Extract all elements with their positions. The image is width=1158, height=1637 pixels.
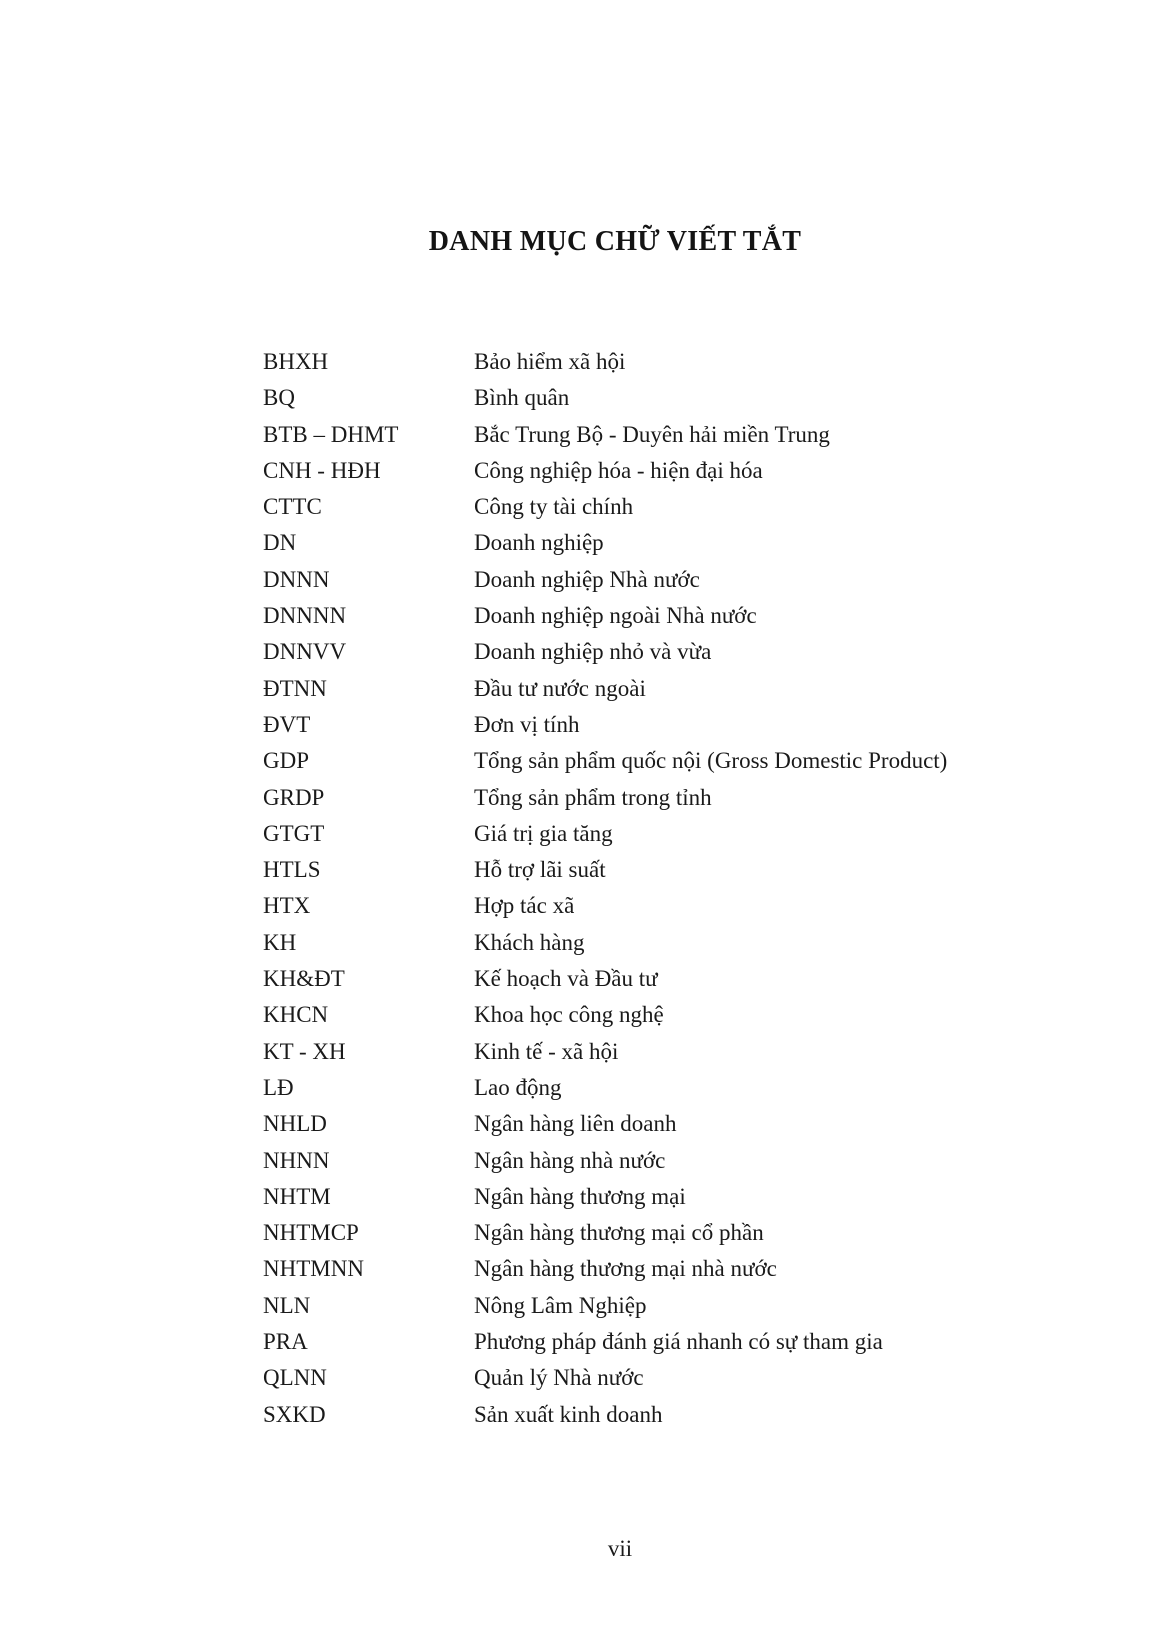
abbreviation-row xyxy=(263,1251,1083,1287)
abbreviation-row xyxy=(263,961,1083,997)
abbreviation-meaning: Khách hàng xyxy=(474,929,585,955)
abbreviation-row xyxy=(263,525,1083,561)
abbreviation-code: ĐTNN xyxy=(263,675,327,701)
abbreviation-row xyxy=(263,925,1083,961)
abbreviation-code: GTGT xyxy=(263,820,325,846)
abbreviation-meaning: Hỗ trợ lãi suất xyxy=(474,857,606,883)
abbreviation-code: HTLS xyxy=(263,857,321,883)
abbreviation-meaning: Doanh nghiệp nhỏ và vừa xyxy=(474,639,712,665)
abbreviation-code: QLNN xyxy=(263,1365,327,1391)
abbreviation-row xyxy=(263,888,1083,924)
abbreviation-meaning: Hợp tác xã xyxy=(474,893,575,919)
abbreviation-meaning: Bắc Trung Bộ - Duyên hải miền Trung xyxy=(474,421,830,447)
abbreviation-row xyxy=(263,344,1083,380)
abbreviation-row xyxy=(263,997,1083,1033)
abbreviation-code: LĐ xyxy=(263,1074,294,1100)
abbreviation-row xyxy=(263,598,1083,634)
abbreviation-meaning: Công ty tài chính xyxy=(474,494,634,520)
abbreviation-code: BTB – DHMT xyxy=(263,421,399,447)
abbreviation-meaning: Ngân hàng thương mại nhà nước xyxy=(474,1256,777,1282)
abbreviation-code: BHXH xyxy=(263,349,329,374)
abbreviation-row xyxy=(263,1179,1083,1215)
abbreviation-code: NHNN xyxy=(263,1147,330,1173)
abbreviation-code: NHTMNN xyxy=(263,1256,364,1282)
abbreviation-row xyxy=(263,380,1083,416)
abbreviation-row xyxy=(263,1397,1083,1433)
abbreviation-meaning: Nông Lâm Nghiệp xyxy=(474,1292,647,1318)
abbreviation-row xyxy=(263,671,1083,707)
abbreviation-code: GRDP xyxy=(263,784,325,810)
abbreviation-meaning: Ngân hàng nhà nước xyxy=(474,1147,666,1173)
abbreviation-row xyxy=(263,1360,1083,1396)
abbreviation-meaning: Tổng sản phẩm trong tỉnh xyxy=(474,784,712,810)
abbreviation-code: DNNNN xyxy=(263,603,347,629)
abbreviation-list xyxy=(263,344,1083,1433)
abbreviation-code: KT - XH xyxy=(263,1038,346,1064)
abbreviation-row xyxy=(263,1288,1083,1324)
abbreviation-code: KH&ĐT xyxy=(263,966,345,992)
abbreviation-row xyxy=(263,562,1083,598)
abbreviation-meaning: Doanh nghiệp Nhà nước xyxy=(474,566,700,592)
abbreviation-meaning: Doanh nghiệp ngoài Nhà nước xyxy=(474,603,757,629)
abbreviation-row xyxy=(263,634,1083,670)
abbreviation-meaning: Sản xuất kinh doanh xyxy=(474,1401,663,1427)
abbreviation-meaning: Kế hoạch và Đầu tư xyxy=(474,966,658,992)
abbreviation-code: NHLD xyxy=(263,1111,327,1137)
abbreviation-row xyxy=(263,743,1083,779)
abbreviation-row xyxy=(263,1215,1083,1251)
abbreviation-code: NHTM xyxy=(263,1183,331,1209)
abbreviation-meaning: Công nghiệp hóa - hiện đại hóa xyxy=(474,457,763,483)
abbreviation-row xyxy=(263,816,1083,852)
abbreviation-meaning: Khoa học công nghệ xyxy=(474,1002,664,1028)
abbreviation-row xyxy=(263,780,1083,816)
abbreviation-row xyxy=(263,489,1083,525)
abbreviation-row xyxy=(263,1143,1083,1179)
abbreviation-meaning: Phương pháp đánh giá nhanh có sự tham gia xyxy=(474,1329,883,1355)
page-title: DANH MỤC CHỮ VIẾT TẮT xyxy=(428,226,802,257)
abbreviation-row xyxy=(263,1034,1083,1070)
abbreviation-meaning: Doanh nghiệp xyxy=(474,530,604,556)
abbreviation-code: CTTC xyxy=(263,494,322,520)
abbreviation-meaning: Lao động xyxy=(474,1074,562,1100)
abbreviation-meaning: Ngân hàng liên doanh xyxy=(474,1111,677,1137)
abbreviation-code: DNNVV xyxy=(263,639,347,665)
abbreviation-row xyxy=(263,417,1083,453)
abbreviation-code: NHTMCP xyxy=(263,1220,359,1246)
abbreviation-row xyxy=(263,453,1083,489)
abbreviation-row xyxy=(263,1106,1083,1142)
abbreviation-meaning: Ngân hàng thương mại cổ phần xyxy=(474,1220,764,1246)
abbreviation-code: NLN xyxy=(263,1292,311,1318)
abbreviation-code: GDP xyxy=(263,748,310,774)
abbreviation-row xyxy=(263,1324,1083,1360)
abbreviation-row xyxy=(263,1070,1083,1106)
abbreviation-code: BQ xyxy=(263,385,295,411)
abbreviation-code: DNNN xyxy=(263,566,330,592)
abbreviation-code: PRA xyxy=(263,1329,308,1355)
page-number: vii xyxy=(607,1536,633,1561)
abbreviation-meaning: Quản lý Nhà nước xyxy=(474,1365,644,1391)
abbreviation-meaning: Ngân hàng thương mại xyxy=(474,1183,686,1209)
abbreviation-code: SXKD xyxy=(263,1401,326,1427)
abbreviation-code: CNH - HĐH xyxy=(263,457,381,483)
abbreviation-code: HTX xyxy=(263,893,311,919)
abbreviation-code: KHCN xyxy=(263,1002,329,1028)
abbreviation-code: DN xyxy=(263,530,297,556)
abbreviation-meaning: Đầu tư nước ngoài xyxy=(474,675,646,701)
abbreviation-meaning: Giá trị gia tăng xyxy=(474,820,613,846)
abbreviation-meaning: Bảo hiểm xã hội xyxy=(474,349,626,374)
abbreviation-meaning: Đơn vị tính xyxy=(474,711,580,737)
abbreviation-code: KH xyxy=(263,929,297,955)
abbreviation-meaning: Kinh tế - xã hội xyxy=(474,1038,619,1064)
abbreviation-meaning: Bình quân xyxy=(474,385,570,411)
abbreviation-code: ĐVT xyxy=(263,711,311,737)
abbreviation-row xyxy=(263,852,1083,888)
abbreviation-row xyxy=(263,707,1083,743)
abbreviation-meaning: Tổng sản phẩm quốc nội (Gross Domestic Product) xyxy=(474,748,948,774)
